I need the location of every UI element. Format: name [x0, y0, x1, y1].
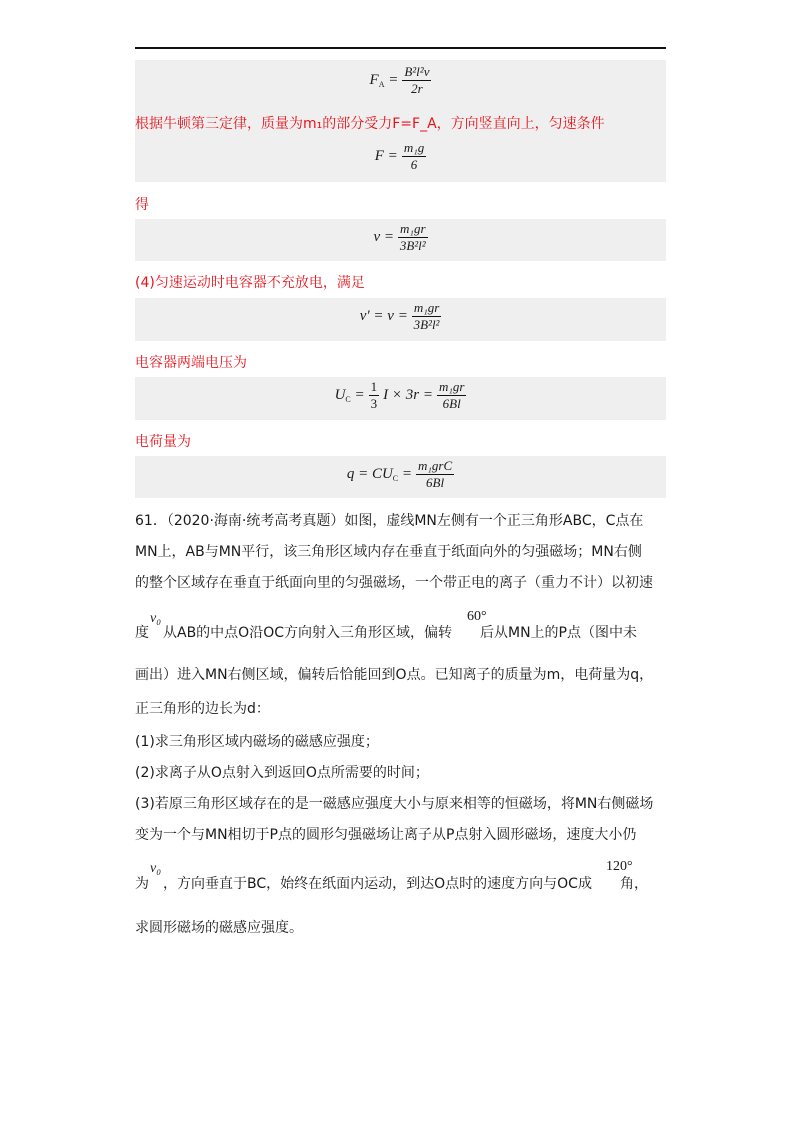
angle-120: 120° — [606, 859, 633, 874]
v0-symbol: v₀ — [150, 611, 162, 626]
part4-text: (4)匀速运动时电容器不充放电，满足 — [135, 275, 365, 291]
fraction-one-third: $\frac{1}{3}$ — [370, 379, 378, 411]
fraction: $\frac{\text{m₁gr}}{6Bl}$ — [438, 379, 465, 411]
question-3-line-3: 为 ，方向垂直于BC，始终在纸面内运动，到达O点时的速度方向与OC成 角， — [135, 876, 648, 892]
problem-line-1: 61．（2020·海南·统考高考真题）如图，虚线MN左侧有一个正三角形ABC，C点在 — [135, 513, 644, 529]
problem-line-6: 正三角形的边长为d： — [135, 701, 270, 717]
question-2: (2)求离子从O点射入到返回O点所需要的时间； — [135, 765, 429, 781]
equation-uc: $U_C$ = $\frac{1}{3}$ I × 3r = $\frac{\text{m₁gr}}{6Bl}$ — [334, 379, 465, 411]
equation-f: F = $\frac{\text{m₁g}}{6}$ — [374, 140, 425, 172]
equation-box-1 — [135, 60, 666, 182]
charge-text: 电荷量为 — [135, 434, 191, 450]
newton-text: 根据牛顿第三定律，质量为m₁的部分受力F=F_A，方向竖直向上，匀速条件 — [135, 116, 605, 132]
question-3-line-1: (3)若原三角形区域存在的是一磁感应强度大小与原来相等的恒磁场，将MN右侧磁场 — [135, 796, 654, 812]
equation-vprime: v′ = v = $\frac{\text{m₁gr}}{\text{3B²l²}}$ — [359, 300, 440, 332]
equation-fa — [135, 65, 666, 95]
question-3-line-2: 变为一个与MN相切于P点的圆形匀强磁场让离子从P点射入圆形磁场，速度大小仍 — [135, 827, 637, 843]
de-text: 得 — [135, 197, 149, 213]
problem-line-3: 的整个区域存在垂直于纸面向里的匀强磁场，一个带正电的离子（重力不计）以初速 — [135, 575, 653, 591]
eq-lhs: $F_A$ = — [369, 71, 399, 89]
fraction: $\frac{\text{B²l²v}}{2r}$ — [404, 64, 430, 96]
equation-box-uc — [135, 377, 666, 420]
problem-line-4: 度 从AB的中点O沿OC方向射入三角形区域，偏转 后从MN上的P点（图中未 — [135, 625, 637, 641]
fraction: $\frac{\text{m₁g}}{6}$ — [403, 140, 425, 172]
question-3-line-4: 求圆形磁场的磁感应强度。 — [135, 920, 303, 936]
equation-v: v = $\frac{\text{m₁gr}}{\text{3B²l²}}$ — [373, 221, 426, 253]
voltage-text: 电容器两端电压为 — [135, 355, 247, 371]
problem-line-2: MN上，AB与MN平行，该三角形区域内存在垂直于纸面向外的匀强磁场；MN右侧 — [135, 544, 642, 560]
angle-60: 60° — [467, 609, 487, 624]
equation-box-q — [135, 456, 666, 498]
equation-q: $q = CU_C$ = $\frac{\text{m₁grC}}{6Bl}$ — [346, 458, 453, 490]
header-rule — [135, 47, 666, 49]
fraction: $\frac{\text{m₁gr}}{\text{3B²l²}}$ — [399, 221, 426, 253]
v0-symbol-2: v₀ — [150, 861, 162, 876]
question-1: (1)求三角形区域内磁场的磁感应强度； — [135, 734, 379, 750]
fraction: $\frac{\text{m₁gr}}{\text{3B²l²}}$ — [413, 300, 440, 332]
equation-box-v — [135, 219, 666, 261]
fraction: $\frac{\text{m₁grC}}{6Bl}$ — [418, 458, 453, 490]
equation-box-vprime — [135, 298, 666, 341]
problem-line-5: 画出）进入MN右侧区域，偏转后恰能回到O点。已知离子的质量为m，电荷量为q， — [135, 667, 654, 683]
